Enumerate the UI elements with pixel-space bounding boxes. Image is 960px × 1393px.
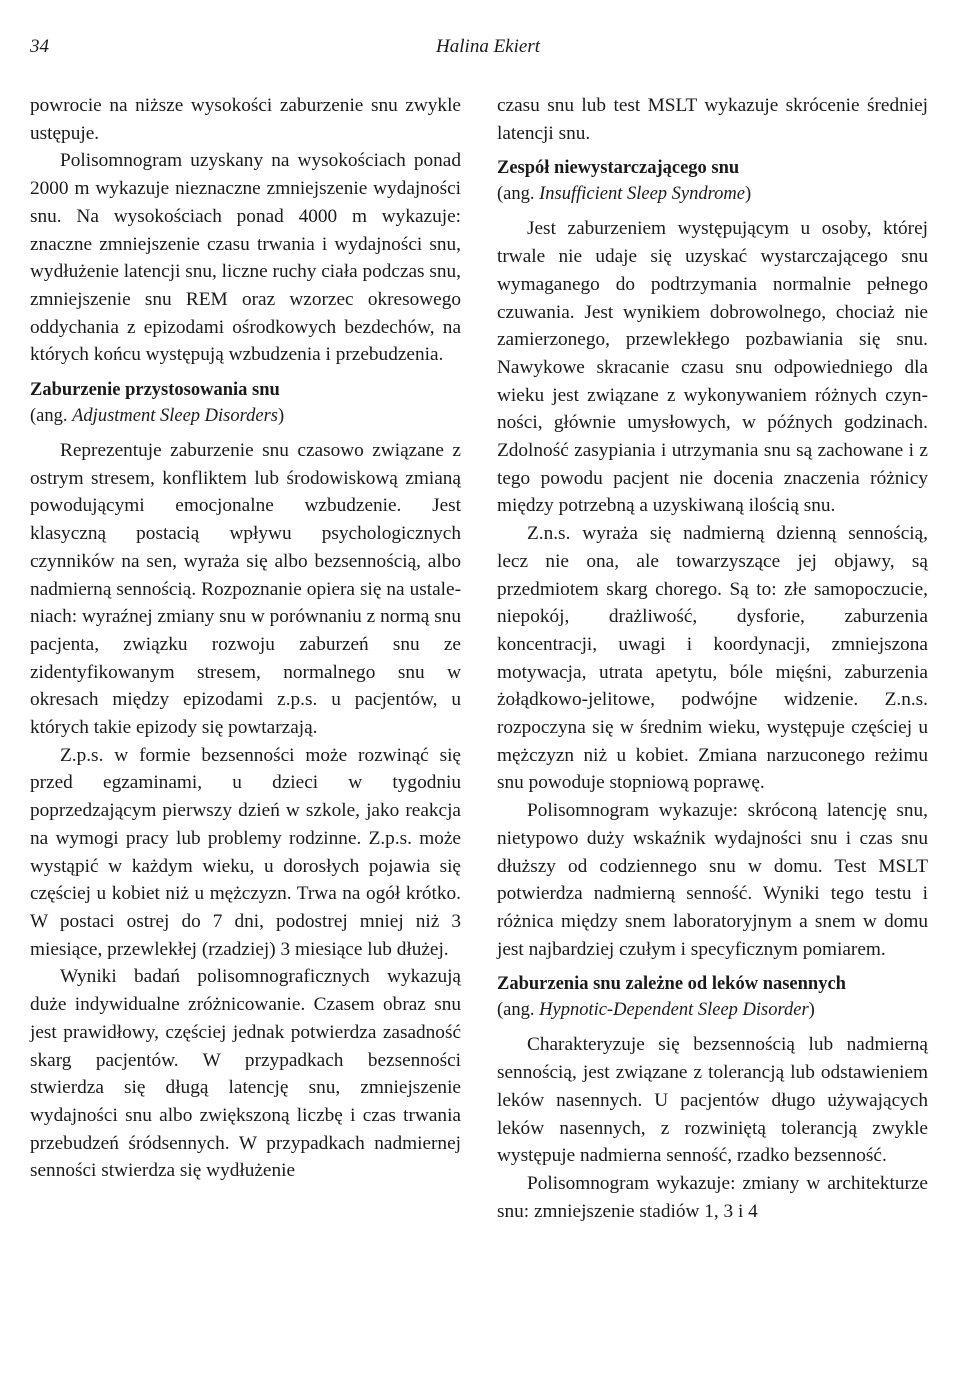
- paragraph: Z.p.s. w formie bezsenności może rozwinąć się przed egzaminami, u dzieci w tygodniu poprzedzającym pierwszy dzień w szkole, jako reakcja na wymogi pracy lub problemy rodzinne. Z.p.s. może wystąpić w każdym wieku, u dorosłych pojawia się częściej u kobiet niż u mężczyzn. Trwa na ogół krótko. W postaci ostrej do 7 dni, podostrej mniej niż 3 miesiące, przewlekłej (rzadziej) 3 miesiące lub dłużej.: [30, 744, 461, 960]
- paragraph: powrocie na niższe wysokości zaburzenie snu zwykle ustępuje.: [30, 95, 461, 144]
- left-column: [30, 92, 461, 1185]
- subheading-suffix: ): [278, 406, 285, 427]
- subheading-english-term: Insufficient Sleep Syndrome: [539, 184, 745, 205]
- paragraph: Polisomnogram wykazuje: skróconą latencję snu, nietypowo duży wskaźnik wydajności snu i czas snu dłuższy od codziennego snu w domu. Test MSLT potwierdza nadmierną senność. Wyniki tego testu i różnica między snem laboratoryjnym a snem w domu jest najbardziej czułym i specyficznym pomiarem.: [497, 800, 928, 960]
- page-number: 34: [30, 36, 49, 57]
- subheading-english-term: Adjustment Sleep Disorders: [72, 406, 279, 427]
- section-heading: Zaburzenie przystosowania snu: [30, 380, 280, 401]
- subheading-prefix: (ang.: [497, 184, 535, 205]
- paragraph: Z.n.s. wyraża się nadmierną dzienną sennością, lecz nie ona, ale towarzyszące jej objawy, są przedmiotem skarg chorego. Są to: złe samopoczucie, niepokój, drażliwość, dysforie, zaburzenia koncentracji, uwagi i koordynacji, zmniejszona motywacja, utrata apetytu, bóle mięśni, zaburzenia żołądkowo-jelitowe, podwójne widzenie. Z.n.s. rozpoczyna się w średnim wieku, występuje częściej u mężczyzn niż u kobiet. Zmiana narzuconego reżimu snu powoduje stopniową poprawę.: [497, 523, 928, 794]
- paragraph: Charakteryzuje się bezsennością lub nadmierną sennością, jest związane z tolerancją lub odstawieniem leków nasennych. U pacjentów długo używających leków nasennych, z rozwiniętą tolerancją zwykle występuje nadmierna senność, rzadko bezsenność.: [497, 1034, 928, 1167]
- page-header: [30, 36, 540, 62]
- right-column: [497, 92, 928, 1225]
- section-subheading: [30, 403, 461, 429]
- section-subheading: [497, 997, 928, 1023]
- paragraph: Jest zaburzeniem występującym u osoby, której trwale nie udaje się uzyskać wystarczającego snu wymaganego do podtrzymania normalnie pełnego czuwania. Jest wynikiem dobrowolnego, chociaż nie zamierzonego, przewlekłego pozbawiania się snu. Nawykowe skracanie czasu snu odpowiedniego dla wieku jest związane z wykonywaniem różnych czynności, głównie umysłowych, w późnych godzinach. Zdolność zasypiania i utrzymania snu są zachowane i z tego powodu pacjent nie docenia znaczenia różnicy między potrzebną a uzyskiwaną ilością snu.: [497, 218, 928, 517]
- subheading-english-term: Hypnotic-Dependent Sleep Disorder: [539, 1000, 809, 1021]
- paragraph: czasu snu lub test MSLT wykazuje skrócenie średniej latencji snu.: [497, 95, 928, 144]
- paragraph: Polisomnogram uzyskany na wysokościach ponad 2000 m wykazuje nieznaczne zmniejszenie wydajności snu. Na wysokościach ponad 4000 m wykazuje: znaczne zmniejszenie czasu trwania i wydajności snu, wydłużenie latencji snu, liczne ruchy ciała podczas snu, zmniejszenie snu REM oraz wzorzec okresowego oddychania z epizodami ośrodkowych bezdechów, na których końcu występują wzbudzenia i przebudzenia.: [30, 150, 461, 366]
- paragraph: Wyniki badań polisomnograficznych wykazują duże indywidualne zróżnicowanie. Czasem obraz snu jest prawidłowy, częściej jednak potwierdza zasadność skarg pacjentów. W przypadkach bezsenności stwierdza się długą latencję snu, zmniejszenie wydajności snu albo zwiększoną liczbę i czas trwania przebudzeń śródsennych. W przypadkach nadmiernej senności stwierdza się wydłużenie: [30, 966, 461, 1182]
- section-subheading: [497, 181, 928, 207]
- subheading-suffix: ): [808, 1000, 815, 1021]
- running-head-author: Halina Ekiert: [436, 36, 540, 57]
- section-heading: Zaburzenia snu zależne od leków nasennych: [497, 974, 846, 995]
- paragraph: Polisomnogram wykazuje: zmiany w architekturze snu: zmniejszenie stadiów 1, 3 i 4: [497, 1172, 928, 1222]
- subheading-prefix: (ang.: [30, 406, 68, 427]
- subheading-prefix: (ang.: [497, 1000, 535, 1021]
- section-heading: Zespół niewystarczającego snu: [497, 158, 740, 179]
- subheading-suffix: ): [744, 184, 752, 205]
- paragraph: Reprezentuje zaburzenie snu czasowo związane z ostrym stresem, konfliktem lub środowiskową zmianą powodującymi emocjonalne wzbudzenie. Jest klasyczną postacią wpływu psychologicznych czynników na sen, wyraża się albo bezsennością, albo nadmierną sennością. Rozpoznanie opiera się na ustaleniach: wyraźnej zmiany snu w porównaniu z normą snu pacjenta, związku rozwoju zaburzeń snu ze zidentyfikowanym stresem, normalnego snu w okresach między epizodami z.p.s. u pacjentów, u których takie epizody się powtarzają.: [30, 440, 461, 739]
